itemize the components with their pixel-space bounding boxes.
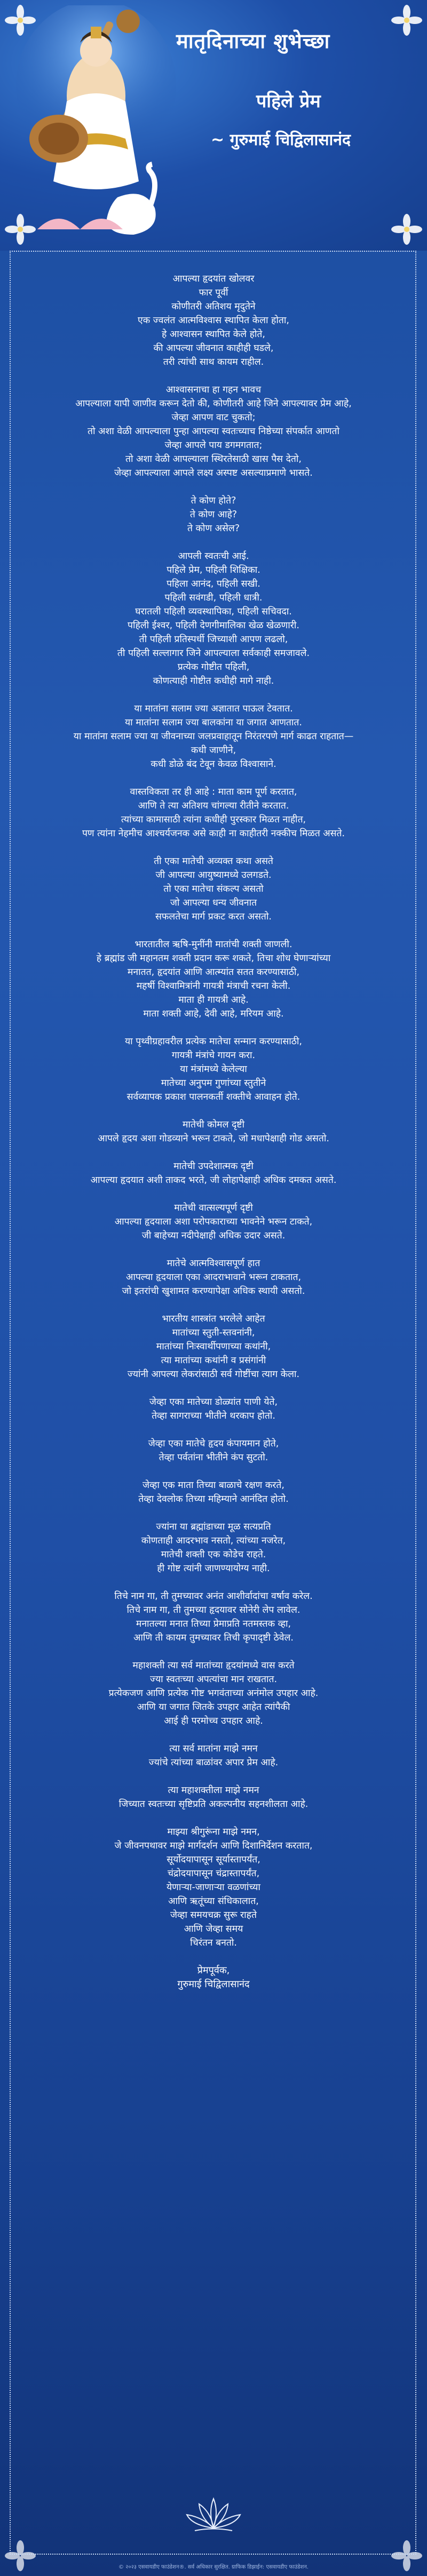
poem-stanza bbox=[27, 1783, 400, 1811]
poem-line: या मातांना सलाम ज्या अज्ञातात पाऊल टेवतात. bbox=[134, 703, 293, 714]
poem-line: आणि या जगात जितके उपहार आहेत त्यांपैकी bbox=[137, 1702, 290, 1713]
poem-line: ते कोण असेल? bbox=[187, 523, 240, 534]
poem-line: तो अशा वेळी आपल्याला पुन्हा आपल्या स्वतःच्याच निष्ठेच्या संपर्कात आणतो bbox=[87, 426, 340, 437]
poem-line: ते कोण होते? bbox=[191, 495, 236, 506]
poem-line: आपल्या हृदयाला एका आदराभावाने भरून टाकतात, bbox=[125, 1272, 302, 1283]
poem-line: कधी जाणीने, bbox=[191, 745, 236, 756]
poem-stanza bbox=[27, 1478, 400, 1506]
poem-line: जी बाहेच्या नदीपेक्षाही अधिक उदार असते. bbox=[141, 1230, 286, 1241]
poem-line: माता शक्ती आहे, देवी आहे, मरियम आहे. bbox=[143, 1009, 284, 1019]
poem-line: या मातांना सलाम ज्या या जीवनाच्या जलप्रवाहातून निरंतरपणे मार्ग काढत राहतात— bbox=[73, 731, 354, 742]
poem-line: आपले हृदय अशा गोडव्याने भरून टाकते, जो मधापेक्षाही गोड असतो. bbox=[98, 1133, 329, 1144]
white-lotus-flower-icon bbox=[391, 4, 423, 36]
poem-stanza bbox=[27, 1257, 400, 1298]
poem-line: कोणीतरी अतिशय मृदुतेने bbox=[171, 301, 256, 312]
poem-line: मातेचे आत्मविश्वासपूर्ण हात bbox=[167, 1258, 260, 1269]
poem-line: मनातत, हृदयांत आणि आत्म्यांत सतत करण्यासाठी, bbox=[127, 967, 300, 978]
poem-line: की आपल्या जीवनात काहीही घडले, bbox=[153, 343, 274, 354]
poem-stanza bbox=[27, 1437, 400, 1465]
poem-line: जेव्हा एक माता तिच्या बाळाचे रक्षण करते, bbox=[143, 1480, 284, 1491]
poem-stanza bbox=[27, 549, 400, 688]
poem-line: या पृथ्वीग्रहावरील प्रत्येक मातेचा सन्मान करण्यासाठी, bbox=[125, 1036, 302, 1047]
poem-line: जेव्हा आपल्याला आपले लक्ष्य अस्पष्ट असल्याप्रमाणे भासते. bbox=[114, 468, 313, 478]
poem-line: मातांच्या स्तुती-स्तवनांनी, bbox=[172, 1327, 255, 1338]
poem-line: फार पूर्वी bbox=[199, 287, 228, 298]
poem-line: घरातली पहिली व्यवस्थापिका, पहिली सचिवदा. bbox=[135, 606, 292, 617]
poem-line: त्या महाशक्तीला माझे नमन bbox=[168, 1785, 259, 1796]
poem-line: ती पहिली सल्लागार जिने आपल्याला सर्वकाही समजावले. bbox=[117, 648, 310, 659]
poem-line: जेव्हा समयचक्र सुरू राहते bbox=[170, 1910, 257, 1921]
lotus-icon bbox=[184, 2496, 243, 2533]
poem-line: मनातल्या मनात तिच्या प्रेमाप्रति नतमस्तक व्हा, bbox=[136, 1619, 291, 1629]
poem-stanza bbox=[27, 383, 400, 480]
poem-stanza bbox=[27, 1118, 400, 1146]
poem-line: आपल्या हृदयात अशी ताकद भरते, जी लोहापेक्षाही अधिक दमकत असते. bbox=[90, 1175, 337, 1186]
poem-line: माता ही गायत्री आहे. bbox=[178, 995, 249, 1005]
poem-line: माझ्या श्रीगुरूंना माझे नमन, bbox=[167, 1827, 260, 1837]
poem-line: मातेची उपदेशात्मक दृष्टी bbox=[173, 1161, 254, 1172]
poem-line: जेव्हा आपण वाट चुकतो; bbox=[171, 412, 256, 423]
poem-stanza bbox=[27, 854, 400, 924]
poem-line: या मंत्रांमध्ये केलेल्या bbox=[180, 1064, 247, 1075]
poem-line: प्रत्येकजण आणि प्रत्येक गोष्ट भगवंताच्या अनंमोल उपहार आहे. bbox=[108, 1688, 319, 1699]
poem-stanza bbox=[27, 1659, 400, 1728]
poem-line: कोणत्याही गोष्टीत कधीही मागे नाही. bbox=[153, 676, 274, 686]
poem-line: पहिला आनंद, पहिली सखी. bbox=[167, 579, 260, 589]
poem-line: ज्या स्वतःच्या अपत्यांचा मान राखतात. bbox=[149, 1674, 278, 1685]
poem-line: चिरंतन बनतो. bbox=[190, 1938, 237, 1948]
poem-line: कोणताही आदरभाव नसतो, त्यांच्या नजरेत, bbox=[141, 1535, 286, 1546]
poem-line: तिचे नाम गा, ती तुमच्या हृदयावर सोनेरी लेप लावेल. bbox=[126, 1605, 301, 1615]
poem-line: तो अशा वेळी आपल्याला स्थिरतेसाठी खास पैस देतो, bbox=[125, 454, 302, 465]
header-banner bbox=[0, 0, 427, 251]
poem-line: जिच्यात स्वतःच्या सृष्टिप्रति अकल्पनीय सहनशीलता आहे. bbox=[118, 1799, 309, 1810]
poem-line: पहिली ईश्वर, पहिली देणगीमालिका खेळ खेळणारी. bbox=[128, 620, 299, 631]
poem-stanza bbox=[27, 785, 400, 841]
poem-line: गायत्री मंत्रांचे गायन करा. bbox=[171, 1050, 256, 1061]
poem-line: पहिली सवंगडी, पहिली धात्री. bbox=[164, 593, 263, 603]
page-title: मातृदिनाच्या शुभेच्छा bbox=[176, 29, 330, 53]
poem-line: ज्यांचे त्यांच्या बाळांवर अपार प्रेम आहे. bbox=[148, 1757, 279, 1768]
poem-line: जी आपल्या आयुष्यामध्ये उलगडते. bbox=[155, 870, 272, 881]
poem-line: आपल्या हृदयाला अशा परोपकाराच्या भावनेने भरून टाकते, bbox=[114, 1217, 313, 1227]
poem-body bbox=[27, 272, 400, 2005]
poem-line: त्यांच्या कामासाठी त्यांना कधीही पुरस्कार मिळत नाहीत, bbox=[121, 814, 306, 825]
poem-stanza bbox=[27, 1159, 400, 1187]
poem-line: तेव्हा सागराच्या भीतीने थरकाप होतो. bbox=[152, 1411, 275, 1421]
author-line: ~ गुरुमाई चिद्विलासानंद bbox=[211, 131, 351, 149]
poem-line: ज्यांनी आपल्या लेकरांसाठी सर्व गोष्टींचा त्याग केला. bbox=[127, 1369, 300, 1380]
poem-stanza bbox=[27, 1312, 400, 1381]
poem-line: आणि ती कायम तुमच्यावर तिची कृपादृष्टी ठेवेल. bbox=[133, 1633, 294, 1643]
poem-line: आणि ऋतूंच्या संधिकालात, bbox=[168, 1896, 259, 1907]
poem-stanza bbox=[27, 938, 400, 1021]
poem-line: महाशक्ती त्या सर्व मातांच्या हृदयांमध्ये वास करते bbox=[132, 1660, 295, 1671]
poem-line: या मातांना सलाम ज्या बालकांना या जगात आणतात. bbox=[125, 717, 302, 728]
poem-line: सूर्योदयापासून सूर्यास्तापर्यंत, bbox=[167, 1854, 260, 1865]
poem-stanza bbox=[27, 1395, 400, 1423]
poem-line: जेव्हा आपले पाय डगमगतात; bbox=[164, 440, 263, 451]
white-lotus-flower-icon bbox=[4, 213, 36, 245]
poem-line: पहिले प्रेम, पहिली शिक्षिका. bbox=[167, 565, 260, 575]
poem-line: कधी डोळे बंद टेवून केवळ विश्वासाने. bbox=[151, 759, 276, 770]
closing-signature: गुरुमाई चिद्विलासानंद bbox=[177, 1979, 250, 1990]
white-lotus-flower-icon bbox=[4, 4, 36, 36]
poem-line: तरी त्यांची साथ कायम राहील. bbox=[163, 357, 264, 367]
poem-stanzas bbox=[27, 272, 400, 1950]
poem-line: हे आश्वासन स्थापित केले होते, bbox=[162, 329, 265, 340]
poem-line: भारतातील ऋषि-मुनींनी मातांची शक्ती जाणली. bbox=[135, 939, 292, 950]
poem-line: ते कोण आहे? bbox=[189, 509, 238, 520]
poem-line: तो एका मातेचा संकल्प असतो bbox=[163, 884, 264, 894]
poem-stanza bbox=[27, 494, 400, 535]
poem-line: जो इतरांची खुशामत करण्यापेक्षा अधिक स्थायी असतो. bbox=[122, 1286, 305, 1297]
poem-line: चंद्रोदयापासून चंद्रास्तापर्यंत, bbox=[167, 1868, 260, 1879]
poem-line: ज्यांना या ब्रह्मांडाच्या मूळ सत्यप्रति bbox=[156, 1522, 271, 1532]
closing bbox=[27, 1964, 400, 1991]
poem-line: जेव्हा एका मातेच्या डोळ्यांत पाणी येते, bbox=[149, 1397, 278, 1407]
poem-stanza bbox=[27, 702, 400, 771]
poem-line: मातेची शक्ती एक कोडेच राहते. bbox=[161, 1549, 266, 1560]
poem-stanza bbox=[27, 272, 400, 369]
poem-line: जेव्हा एका मातेचे हृदय कंपायमान होते, bbox=[148, 1438, 279, 1449]
poem-line: मातेची वात्सल्यपूर्ण दृष्टी bbox=[174, 1203, 253, 1213]
poem-stanza bbox=[27, 1520, 400, 1575]
poem-line: जे जीवनपथावर माझे मार्गदर्शन आणि दिशानिर्देशन करतात, bbox=[114, 1841, 313, 1851]
white-lotus-flower-icon bbox=[391, 213, 423, 245]
poem-line: मातेची कोमल दृष्टी bbox=[182, 1119, 245, 1130]
poem-line: त्या मातांच्या कथांनी व प्रसंगांनी bbox=[161, 1355, 266, 1366]
poem-stanza bbox=[27, 1742, 400, 1770]
poem-line: तेव्हा देवलोक तिच्या महिम्याने आनंदित होतो. bbox=[138, 1494, 289, 1505]
poem-line: सफलतेचा मार्ग प्रकट करत असतो. bbox=[155, 911, 272, 922]
footer-copyright: © २०२३ एसवायडीए फाउंडेशन®. सर्व अधिकार सुरक्षित. ग्राफिक डिझाईन: एसवायडीए फाउंडेशन. bbox=[118, 2564, 309, 2570]
poem-title: पहिले प्रेम bbox=[256, 91, 321, 112]
poem-line: आणि जेव्हा समय bbox=[184, 1924, 243, 1934]
poem-line: जो आपल्या धन्य जीवनात bbox=[170, 898, 257, 908]
poem-line: आणि ते त्या अतिशय चांगल्या रीतीने करतात. bbox=[138, 801, 289, 811]
poem-line: ही गोष्ट त्यांनी जाणण्यायोग्य नाही. bbox=[157, 1563, 270, 1574]
poem-line: मातेच्या अनुपम गुणांच्या स्तुतीने bbox=[161, 1078, 266, 1089]
poem-line: महर्षी विश्वामित्रांनी गायत्री मंत्राची रचना केली. bbox=[136, 981, 291, 991]
poem-line: वास्तविकता तर ही आहे : माता काम पूर्ण करतात, bbox=[130, 787, 297, 797]
poem-line: पण त्यांना नेहमीच आश्चर्यजनक असे काही ना काहीतरी नक्कीच मिळत असते. bbox=[82, 828, 345, 839]
closing-greeting: प्रेमपूर्वक, bbox=[197, 1965, 230, 1976]
poem-line: ती एका मातेची अव्यक्त कथा असते bbox=[154, 856, 273, 867]
poem-stanza bbox=[27, 1035, 400, 1104]
poem-line: भारतीय शास्त्रांत भरलेले आहेत bbox=[162, 1314, 265, 1324]
poem-stanza bbox=[27, 1201, 400, 1243]
poem-line: एक ज्वलंत आत्मविश्वास स्थापित केला होता, bbox=[138, 315, 289, 326]
poem-line: मातांच्या निःस्वार्थीपणाच्या कथांनी, bbox=[156, 1341, 271, 1352]
poem-line: प्रत्येक गोष्टीत पहिली, bbox=[177, 662, 250, 673]
poem-line: सर्वव्यापक प्रकाश पालनकर्ती शक्तीचे आवाहन होते. bbox=[126, 1092, 301, 1102]
poem-line: त्या सर्व मातांना माझे नमन bbox=[169, 1743, 258, 1754]
poem-stanza bbox=[27, 1589, 400, 1645]
poem-line: आपल्या हृदयांत खोलवर bbox=[172, 274, 255, 284]
poem-line: हे ब्रह्मांड जी महानतम शक्ती प्रदान करू शकते, तिचा शोध घेणाऱ्यांच्या bbox=[96, 953, 331, 964]
saraswati-image bbox=[16, 5, 176, 245]
poem-line: तेव्हा पर्वतांना भीतीने कंप सुटतो. bbox=[159, 1452, 268, 1463]
poem-line: आश्वासनाचा हा गहन भावच bbox=[165, 385, 262, 395]
poem-line: आपल्याला यापी जाणीव करून देतो की, कोणीतरी आहे जिने आपल्यावर प्रेम आहे, bbox=[75, 398, 352, 409]
poem-line: आई ही परमोच्च उपहार आहे. bbox=[164, 1716, 263, 1726]
poem-line: तिचे नाम गा, ती तुमच्यावर अनंत आशीर्वादांचा वर्षाव करेल. bbox=[114, 1591, 313, 1602]
poem-line: येणाऱ्या-जाणाऱ्या वळणांच्या bbox=[167, 1882, 260, 1893]
poem-stanza bbox=[27, 1825, 400, 1950]
poem-line: आपली स्वतःची आई. bbox=[178, 551, 249, 562]
poem-line: ती पहिली प्रतिस्पर्धी जिच्याशी आपण लढलो, bbox=[139, 634, 288, 645]
